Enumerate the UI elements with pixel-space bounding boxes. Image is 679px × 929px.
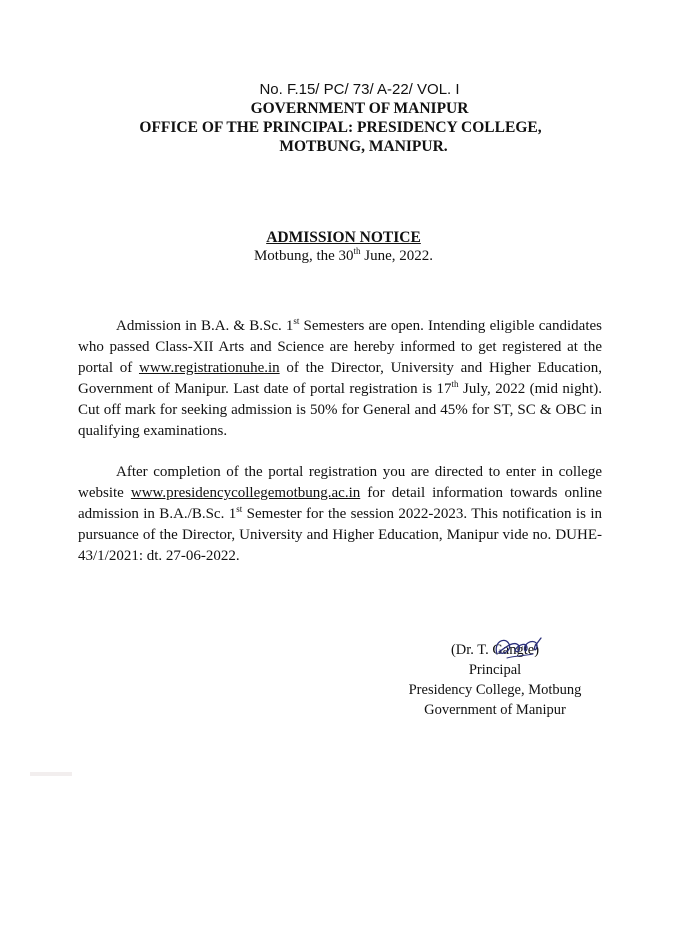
para1-text-4: July, 2022 (mid night). Cut off mark for seeking admission is 50% for General and 45% for ST, SC & OBC in qualifying examinations.	[78, 381, 602, 439]
date-suffix: June, 2022.	[360, 248, 434, 264]
date-prefix: Motbung, the 30	[253, 248, 354, 264]
para2-text-2: for detail information towards online admission in B.A./B.Sc. 1	[78, 485, 602, 522]
paragraph-admission	[78, 316, 602, 442]
registration-portal-link[interactable]: www.registrationuhe.in	[138, 360, 280, 376]
date-superscript: th	[353, 246, 361, 256]
signatory-office: Presidency College, Motbung	[408, 682, 582, 698]
signature-block	[395, 640, 595, 720]
para2-text-3: Semester for the session 2022-2023. This notification is in pursuance of the Director, University and Higher Education, Manipur vide no. DUHE-43/1/2021: dt. 27-06-2022.	[78, 506, 602, 564]
signatory-designation: Principal	[468, 662, 522, 678]
notice-date	[0, 248, 679, 265]
handwritten-signature	[483, 632, 553, 666]
reference-number: No. F.15/ PC/ 73/ A-22/ VOL. I	[259, 81, 460, 98]
notice-title-wrap	[0, 229, 679, 247]
signatory-name: (Dr. T. Gangte)	[450, 642, 540, 658]
para1-text-2: Semesters are open. Intending eligible candidates who passed Class-XII Arts and Science are hereby informed to get registered at the portal of	[78, 318, 602, 376]
para2-text-1: After completion of the portal registration you are directed to enter in college website	[78, 464, 602, 501]
location-line: MOTBUNG, MANIPUR.	[279, 138, 448, 155]
para1-text-3: of the Director, University and Higher Education, Government of Manipur. Last date of portal registration is 17	[78, 360, 602, 397]
para2-sup-1: st	[236, 504, 243, 514]
government-line: GOVERNMENT OF MANIPUR	[250, 100, 469, 117]
signatory-government: Government of Manipur	[424, 702, 566, 718]
para1-sup-2: th	[451, 379, 459, 389]
college-website-link[interactable]: www.presidencycollegemotbung.ac.in	[130, 485, 361, 501]
paragraph-website	[78, 462, 602, 567]
para1-sup-1: st	[293, 316, 300, 326]
letter-header	[0, 80, 679, 156]
notice-title: ADMISSION NOTICE	[266, 229, 421, 246]
para1-text-1: Admission in B.A. & B.Sc. 1	[116, 318, 294, 334]
scan-speck	[30, 772, 72, 776]
office-line: OFFICE OF THE PRINCIPAL: PRESIDENCY COLLEGE,	[139, 119, 542, 136]
